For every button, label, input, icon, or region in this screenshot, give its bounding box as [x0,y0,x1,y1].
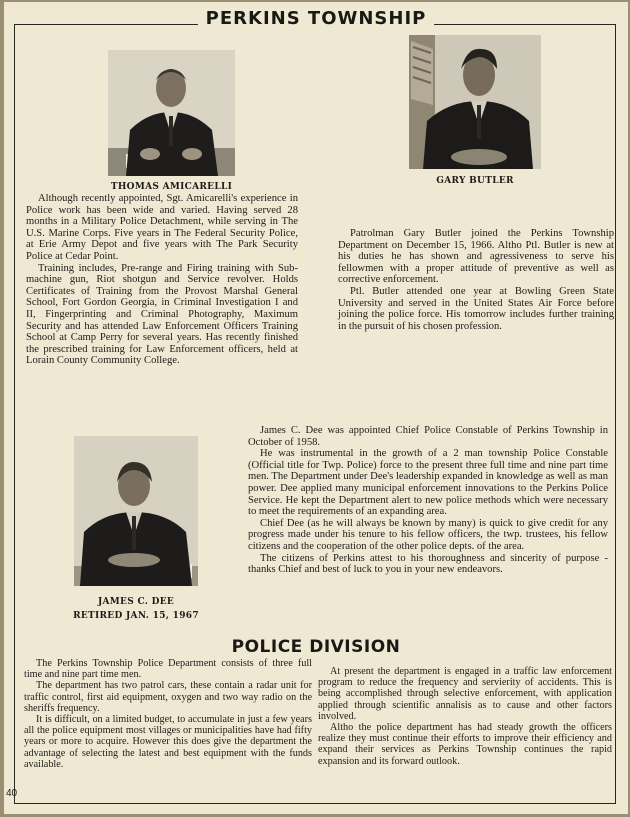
division-right-column [318,666,612,767]
yearbook-page [4,2,628,814]
bio-paragraph: Patrolman Gary Butler joined the Perkins Township Department on December 15, 1966. Altho Ptl. Butler is new at his duties he has shown and agressiveness to serve his fellowmen with a proper attitude of preventive as well as corrective enforcement. [338,228,614,286]
bio-paragraph: Ptl. Butler attended one year at Bowling Green State University and served in the United States Air Force before joining the police force. His tomorrow includes further training in the pursuit of his chosen profession. [338,285,614,332]
bio-paragraph: He was instrumental in the growth of a 2 man township Police Constable (Official title for Twp. Police) force to the present three full time and nine part time men. The Department under Dee's leadership expanded in knowledge as well as man power. Dee applied many municipal enforcement innovations to the Perkins Police Service. He kept the Department alert to new police methods which were necessary to meet the requirements of an expanding area. [248,448,608,518]
bio-paragraph: The citizens of Perkins attest to his thoroughness and sincerity of purpose - thanks Chief and best of luck to you in your new endeavors. [248,552,608,576]
division-paragraph: At present the department is engaged in a traffic law enforcement program to reduce the frequency and servierity of accidents. This is being accomplished through selective enforcement, with application applied through scientific annalisis as to cause and other factors involved. [318,666,612,722]
division-left-column [24,658,312,770]
bio-paragraph: Training includes, Pre-range and Firing training with Sub-machine gun, Riot shotgun and Service revolver. Holds Certificates of Training from the Provost Marshal General School, Fort Gordon Georgia, in Criminal Investigation I and II, Fingerprinting and Criminal Photography, Maximum Security and has attended Law Enforcement Officers Training School at Camp Perry for several years. Has recently finished the prescribed training for Law Enforcement officers, held at Lorain County Community College. [26,262,298,367]
bio-paragraph: James C. Dee was appointed Chief Police Constable of Perkins Township in October of 1958. [248,425,608,448]
division-paragraph: Altho the police department has had steady growth the officers realize they must continue their efforts to improve their efficiency and expand their services as Perkins Township continues the rapid expansion and its forward outlook. [318,722,612,767]
section-heading: POLICE DIVISION [231,637,401,657]
page-number: 40 [6,788,18,799]
amicarelli-bio [26,193,298,367]
officer-portrait-icon [409,35,541,169]
butler-bio [338,228,614,332]
caption-butler: GARY BUTLER [436,176,514,186]
photo-amicarelli [108,50,235,176]
dee-bio [248,425,608,576]
caption-amicarelli: THOMAS AMICARELLI [110,182,233,192]
bio-paragraph: Chief Dee (as he will always be known by many) is quick to give credit for any progress made under his tenure to his fellow officers, the twp. trustees, his fellow citizens and the cooperation of the other police depts. of the area. [248,517,608,552]
page-title: PERKINS TOWNSHIP [4,8,628,29]
division-paragraph: The department has two patrol cars, these contain a radar unit for traffic control, first aid equipment, oxygen and two way radio on the sheriffs frequency. [24,680,312,714]
photo-dee [74,436,198,586]
division-paragraph: The Perkins Township Police Department consists of three full time and nine part time men. [24,658,312,681]
photo-butler [409,35,541,169]
division-paragraph: It is difficult, on a limited budget, to accumulate in just a few years all the police equipment most villages or municipalities have had fifty years or more to acquire. However this does give the department the advantage of selecting the latest and best equipment with the funds available. [24,714,312,770]
bio-paragraph: Although recently appointed, Sgt. Amicarelli's experience in Police work has been wide and varied. Having served 28 months in a Military Police Detachment, while serving in The U.S. Marine Corps. Five years in The Federal Security Police, at Erie Army Depot and five years with The Park Security Police at Cedar Point. [26,193,298,262]
caption-dee-name: JAMES C. DEE [97,597,175,607]
officer-portrait-icon [74,436,198,586]
officer-portrait-icon [108,50,235,176]
caption-dee-retired: RETIRED JAN. 15, 1967 [73,611,199,621]
